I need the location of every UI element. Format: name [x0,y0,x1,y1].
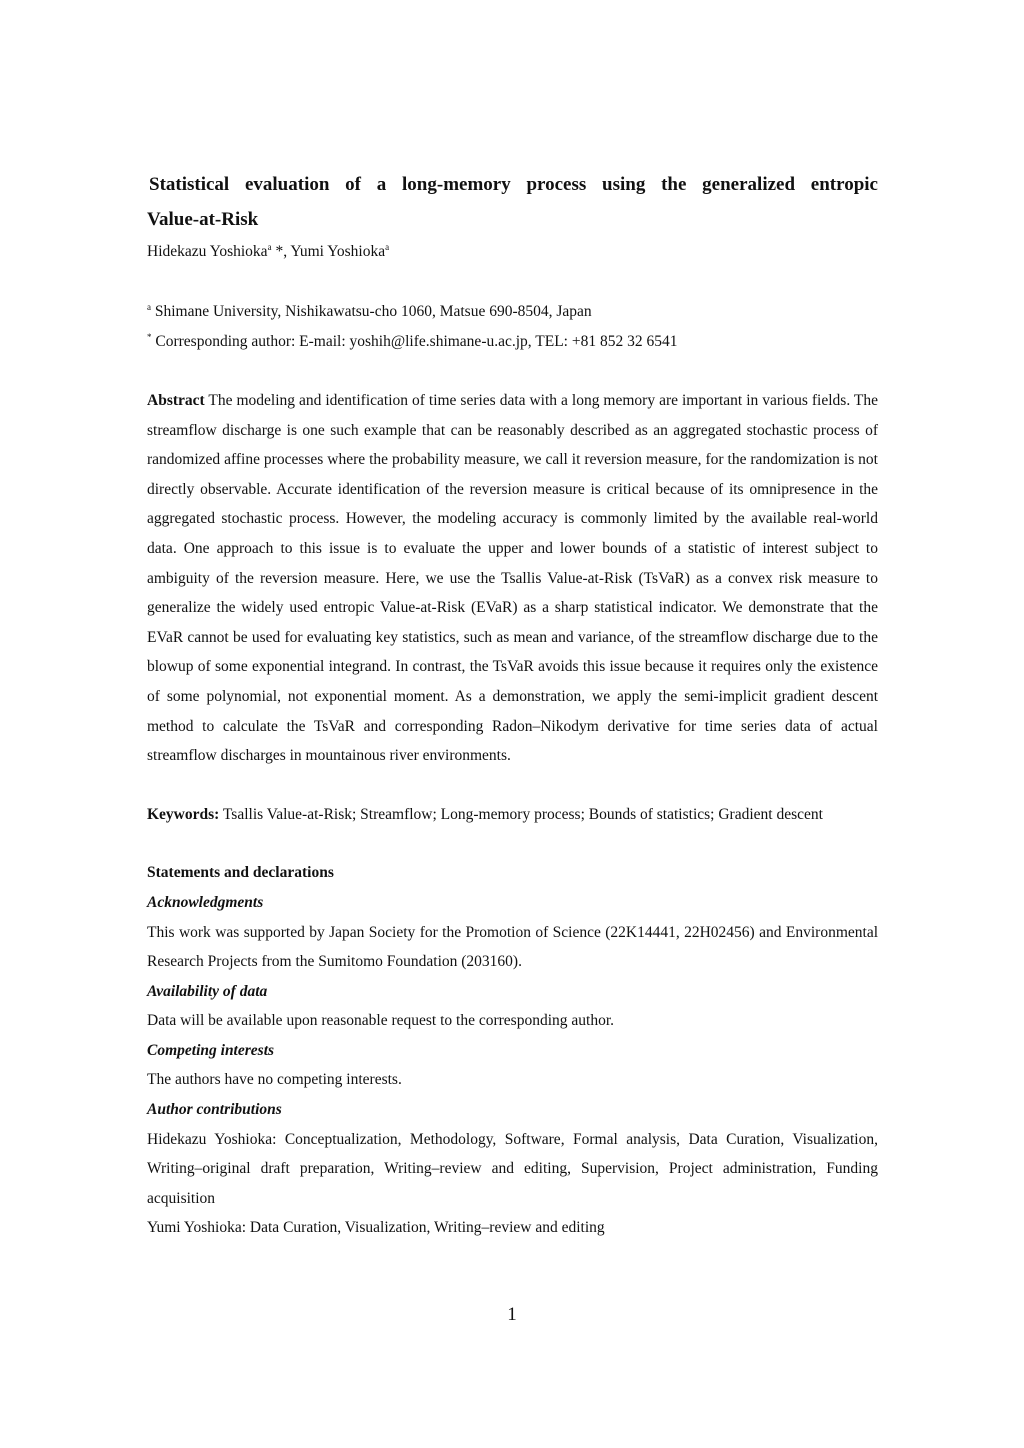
affiliation-mark: a [147,302,151,312]
affiliation [147,297,878,327]
abstract-label: Abstract [147,392,205,409]
acknowledgments-text: This work was supported by Japan Society for the Promotion of Science (22K14441, 22H02456) and Environmental Research Projects from the Sumitomo Foundation (203160). [147,923,878,971]
author-affiliation-mark: a [385,242,390,252]
availability-heading: Availability of data [147,982,268,1000]
author-list [147,237,878,267]
author-affiliation-mark: a [267,242,272,252]
availability-text: Data will be available upon reasonable request to the corresponding author. [147,1012,614,1030]
author-name: Yumi Yoshioka [290,243,386,260]
acknowledgments-heading: Acknowledgments [147,893,264,911]
affiliation-text: Shimane University, Nishikawatsu-cho 1060, Matsue 690-8504, Japan [151,303,592,320]
competing-heading: Competing interests [147,1041,275,1059]
author-separator: , [283,243,291,260]
corresponding-author [147,327,878,357]
corresponding-mark: * [271,243,284,260]
competing-text: The authors have no competing interests. [147,1071,402,1089]
title-line-2: Value-at-Risk [147,209,259,230]
abstract-text: The modeling and identification of time series data with a long memory are important in various fields. The streamflow discharge is one such example that can be reasonably described as an aggregated stochastic process of randomized affine processes where the probability measure, we call it reversion measure, for the randomization is not directly observable. Accurate identification of the reversion measure is critical because of its omnipresence in the aggregated stochastic process. However, the modeling accuracy is commonly limited by the available real-world data. One approach to this issue is to evaluate the upper and lower bounds of a statistic of interest subject to ambiguity of the reversion measure. Here, we use the Tsallis Value-at-Risk (TsVaR) as a convex risk measure to generalize the widely used entropic Value-at-Risk (EVaR) as a sharp statistical indicator. We demonstrate that the EVaR cannot be used for evaluating key statistics, such as mean and variance, of the streamflow discharge due to the blowup of some exponential integrand. In contrast, the TsVaR avoids this issue because it requires only the existence of some polynomial, not exponential moment. As a demonstration, we apply the semi-implicit gradient descent method to calculate the TsVaR and corresponding Radon–Nikodym derivative for time series data of actual streamflow discharges in mountainous river environments. [147,392,878,765]
keywords [147,800,878,830]
statements-heading: Statements and declarations [147,864,334,882]
abstract [147,386,878,771]
keywords-label: Keywords: [147,805,220,823]
contribution-item: Yumi Yoshioka: Data Curation, Visualization, Writing–review and editing [147,1219,605,1237]
contributions-heading: Author contributions [147,1101,282,1119]
author-name: Hidekazu Yoshioka [147,243,268,260]
paper-page [147,167,878,1243]
corresponding-text: Corresponding author: E-mail: yoshih@life.shimane-u.ac.jp, TEL: +81 852 32 6541 [151,333,678,350]
contribution-item: Hidekazu Yoshioka: Conceptualization, Methodology, Software, Formal analysis, Data Curation, Visualization, Writing–original draft preparation, Writing–review and editing, Supervision, Project administration, Funding acquisition [147,1130,878,1207]
title-line-1: Statistical evaluation of a long-memory process using the generalized entropic [149,174,878,195]
paper-title [147,167,878,237]
keywords-text: Tsallis Value-at-Risk; Streamflow; Long-memory process; Bounds of statistics; Gradient descent [219,805,823,823]
corresponding-mark: * [147,332,152,342]
page-number: 1 [507,1304,517,1325]
